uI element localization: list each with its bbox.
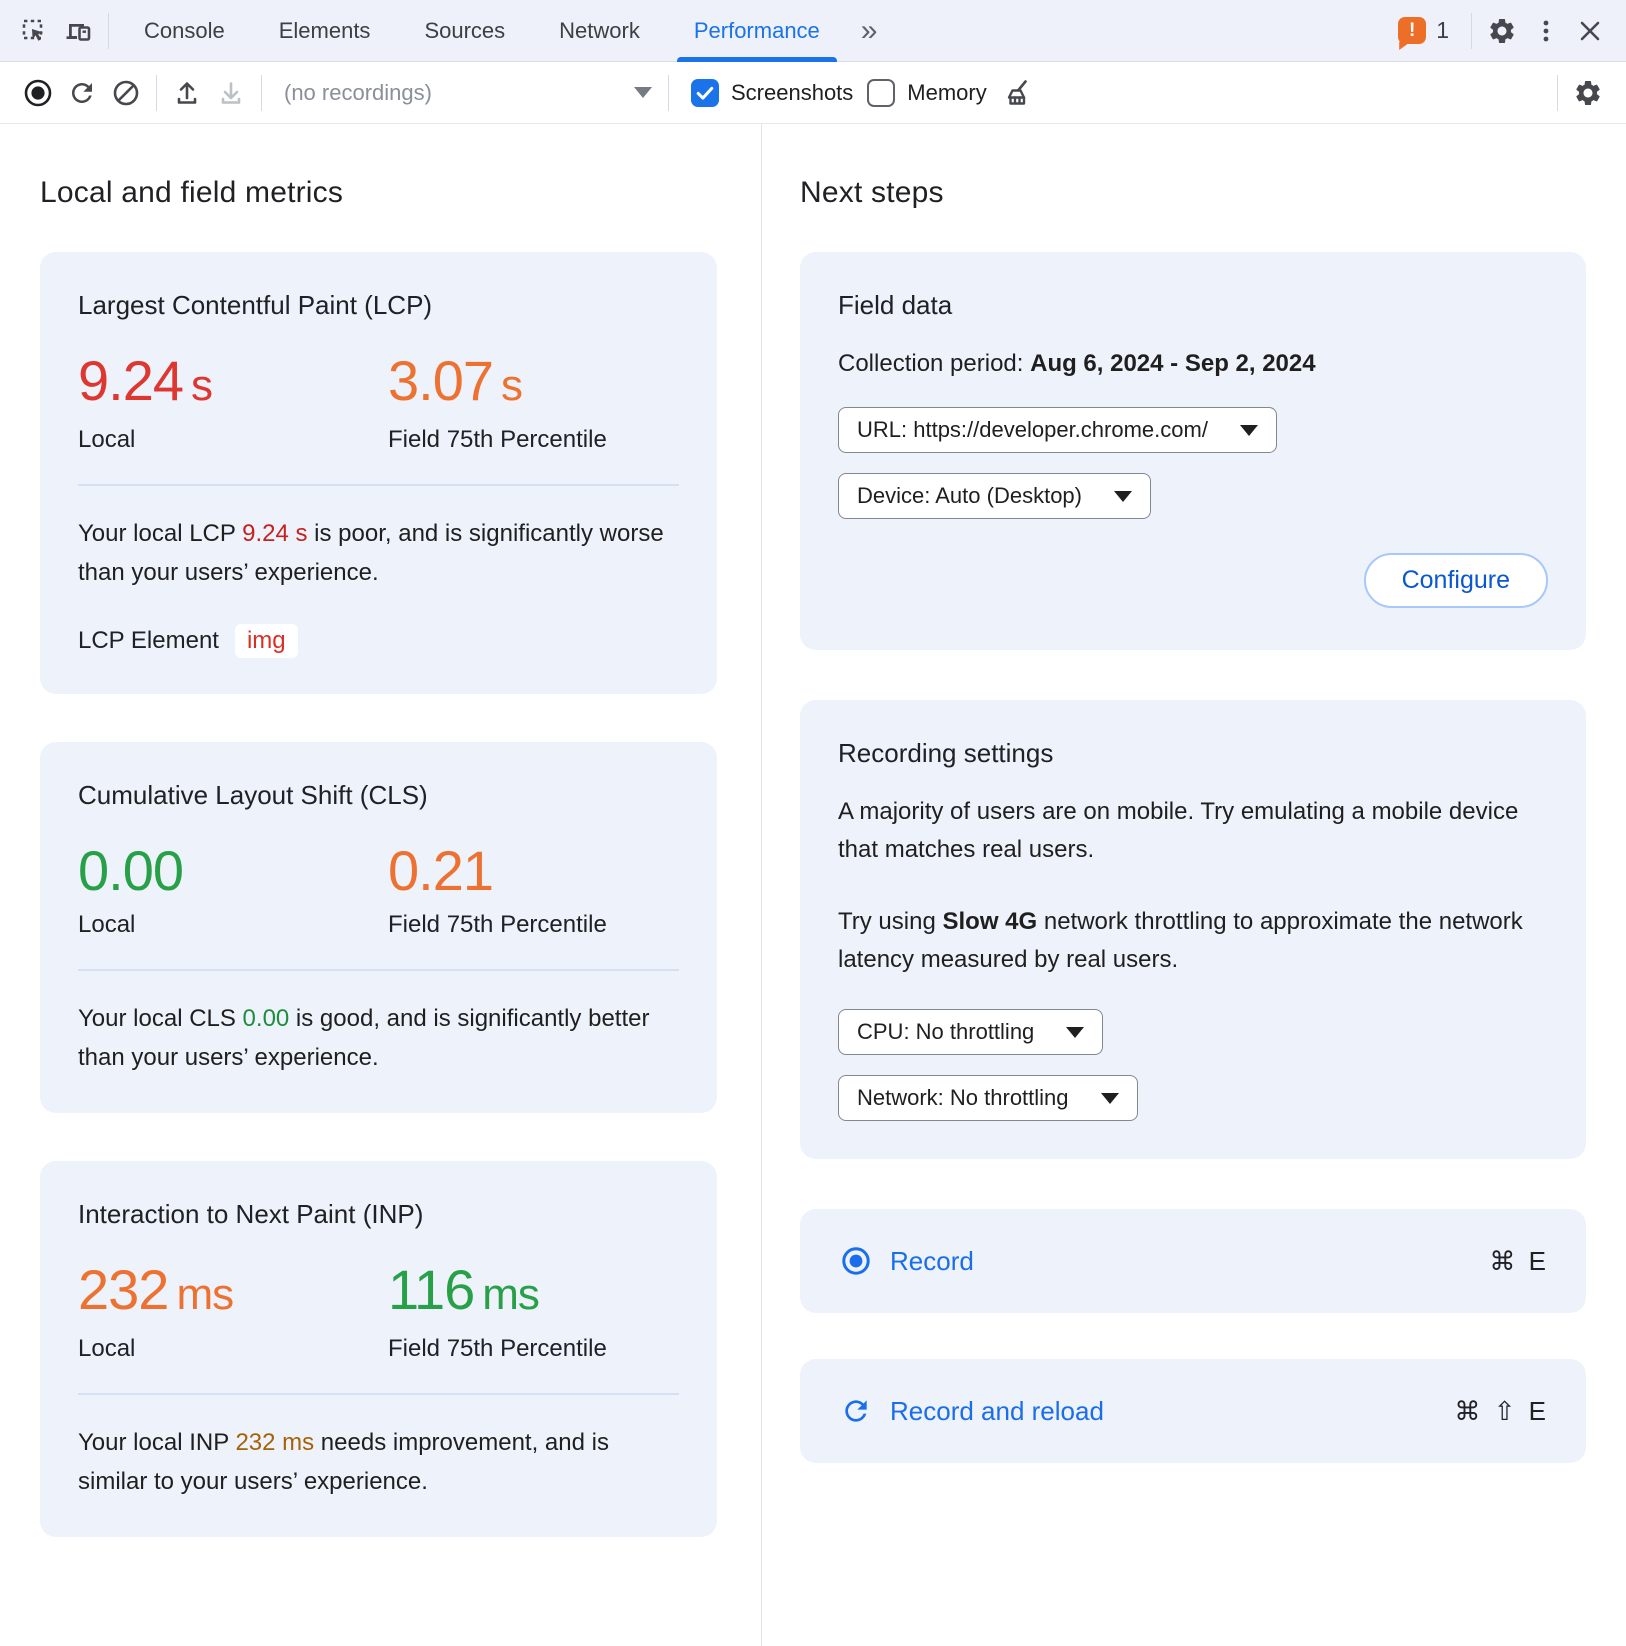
lcp-note-after: is poor, and is significantly worse than your users’ experience.	[78, 520, 664, 586]
record-action-label: Record	[890, 1245, 974, 1276]
lcp-field-unit: s	[501, 361, 522, 410]
devtools-tabbar	[0, 0, 1626, 62]
record-reload-shortcut: ⌘ ⇧ E	[1454, 1395, 1546, 1426]
collection-period-label: Collection period:	[838, 350, 1031, 377]
lcp-local-number: 9.24	[78, 349, 183, 412]
landing-content	[0, 124, 1626, 1646]
chevron-down-icon	[1066, 1027, 1084, 1038]
inp-field-label: Field 75th Percentile	[388, 1335, 607, 1362]
save-profile-button[interactable]	[209, 71, 253, 115]
cls-note-value: 0.00	[242, 1005, 290, 1032]
throttle-note-bold: Slow 4G	[942, 908, 1038, 935]
lcp-divider	[78, 484, 679, 486]
field-data-card	[800, 252, 1586, 650]
throttle-note-after: network throttling to approximate the network latency measured by real users.	[838, 908, 1523, 973]
local-field-metrics-column	[0, 124, 762, 1646]
local-field-metrics-heading: Local and field metrics	[40, 176, 344, 209]
issues-badge-glyph: !	[1409, 20, 1416, 41]
inp-note-before: Your local INP	[78, 1429, 236, 1456]
cls-field-value	[388, 841, 607, 901]
kebab-menu-icon	[1531, 16, 1561, 46]
collect-garbage-button[interactable]	[995, 71, 1039, 115]
cls-local-value	[78, 841, 388, 901]
cls-note-after: is good, and is significantly better than your users’ experience.	[78, 1005, 650, 1071]
more-options-button[interactable]	[1524, 9, 1568, 53]
cls-local-value-col	[78, 841, 388, 939]
throttle-note-before: Try using	[838, 908, 943, 935]
collection-period-value: Aug 6, 2024 - Sep 2, 2024	[1030, 350, 1316, 377]
download-icon	[215, 77, 247, 109]
chevron-down-icon	[1114, 491, 1132, 502]
reload-icon	[840, 1395, 872, 1427]
network-throttling-value: Network: No throttling	[857, 1085, 1069, 1110]
mobile-emulation-note: A majority of users are on mobile. Try emulating a mobile device that matches real users.	[838, 798, 1519, 863]
inp-local-unit: ms	[176, 1270, 234, 1319]
record-reload-action-card[interactable]	[800, 1359, 1586, 1463]
device-select-value: Device: Auto (Desktop)	[857, 483, 1082, 508]
inp-field-value-col	[388, 1260, 607, 1363]
tabbar-separator-right	[1471, 13, 1472, 49]
close-devtools-button[interactable]	[1568, 9, 1612, 53]
lcp-values	[78, 351, 679, 454]
cls-local-number: 0.00	[78, 839, 183, 902]
toolbar-separator-1	[156, 75, 157, 111]
tab-elements[interactable]: Elements	[278, 17, 371, 43]
clear-button[interactable]	[104, 71, 148, 115]
inp-values	[78, 1260, 679, 1363]
next-steps-heading: Next steps	[800, 176, 944, 209]
cpu-throttling-value: CPU: No throttling	[857, 1019, 1035, 1044]
lcp-field-number: 3.07	[388, 349, 493, 412]
record-and-reload-button[interactable]	[60, 71, 104, 115]
check-icon	[694, 82, 716, 104]
network-throttling-select[interactable]	[838, 1075, 1138, 1121]
capture-settings-button[interactable]	[1566, 71, 1610, 115]
toolbar-separator-2	[261, 75, 262, 111]
lcp-metric-card	[40, 252, 717, 694]
inp-note-after: needs improvement, and is similar to your users’ experience.	[78, 1429, 609, 1495]
tab-performance[interactable]: Performance	[667, 0, 847, 62]
record-shortcut: ⌘ E	[1489, 1245, 1546, 1276]
tab-sources[interactable]: Sources	[424, 17, 506, 43]
url-select-value: URL: https://developer.chrome.com/	[857, 417, 1208, 442]
record-button[interactable]	[16, 71, 60, 115]
next-steps-column	[762, 124, 1626, 1646]
inp-title: Interaction to Next Paint (INP)	[78, 1199, 424, 1229]
garbage-broom-icon	[1001, 77, 1033, 109]
settings-button[interactable]	[1480, 9, 1524, 53]
lcp-field-value	[388, 351, 607, 416]
collection-period	[838, 345, 1316, 383]
lcp-element-row	[78, 624, 679, 658]
record-icon	[840, 1245, 872, 1277]
cls-local-label: Local	[78, 911, 136, 938]
cls-metric-card	[40, 742, 717, 1113]
lcp-local-value	[78, 351, 388, 416]
url-select[interactable]	[838, 407, 1277, 453]
inp-local-value-col	[78, 1260, 388, 1363]
lcp-element-link[interactable]: img	[235, 624, 298, 658]
cls-note	[78, 999, 679, 1077]
recording-settings-title: Recording settings	[838, 738, 1054, 768]
toolbar-separator-4	[1557, 75, 1558, 111]
lcp-local-unit: s	[191, 361, 212, 410]
gear-icon	[1573, 78, 1603, 108]
lcp-local-label: Local	[78, 426, 136, 453]
inp-local-number: 232	[78, 1258, 169, 1321]
lcp-element-label: LCP Element	[78, 627, 219, 654]
issues-count: 1	[1436, 17, 1449, 43]
cls-field-number: 0.21	[388, 839, 493, 902]
screenshots-checkbox-row[interactable]	[691, 79, 853, 107]
memory-checkbox-row[interactable]	[867, 79, 986, 107]
upload-icon	[171, 77, 203, 109]
record-reload-action-label: Record and reload	[890, 1395, 1104, 1426]
performance-toolbar	[0, 62, 1626, 124]
close-icon	[1575, 16, 1605, 46]
screenshots-checkbox[interactable]	[691, 79, 719, 107]
chevron-down-icon	[634, 87, 652, 98]
memory-label: Memory	[907, 79, 987, 105]
chevron-down-icon	[1240, 425, 1258, 436]
configure-button[interactable]: Configure	[1364, 553, 1548, 608]
lcp-note-before: Your local LCP	[78, 520, 243, 547]
inp-field-value	[388, 1260, 607, 1325]
inspect-icon	[18, 15, 50, 47]
tabbar-separator	[108, 13, 109, 49]
inp-note	[78, 1423, 679, 1501]
memory-checkbox[interactable]	[867, 79, 895, 107]
lcp-note	[78, 514, 679, 592]
record-icon	[22, 77, 54, 109]
cls-field-value-col	[388, 841, 607, 939]
screenshots-label: Screenshots	[731, 79, 854, 105]
inp-local-value	[78, 1260, 388, 1325]
toolbar-separator-3	[668, 75, 669, 111]
tab-console[interactable]: Console	[144, 17, 225, 43]
tab-network[interactable]: Network	[559, 17, 640, 43]
inp-metric-card	[40, 1161, 717, 1537]
device-toolbar-icon	[62, 15, 94, 47]
lcp-field-label: Field 75th Percentile	[388, 426, 607, 453]
device-toolbar-button[interactable]	[56, 9, 100, 53]
record-action-card[interactable]	[800, 1209, 1586, 1313]
lcp-field-value-col	[388, 351, 607, 454]
cls-values	[78, 841, 679, 939]
field-data-title: Field data	[838, 290, 953, 320]
recordings-select[interactable]	[270, 74, 660, 112]
reload-icon	[67, 78, 97, 108]
inspect-element-button[interactable]	[12, 9, 56, 53]
block-icon	[111, 78, 141, 108]
lcp-note-value: 9.24 s	[242, 520, 308, 547]
recording-settings-card	[800, 700, 1586, 1159]
chevron-down-icon	[1101, 1093, 1119, 1104]
inp-divider	[78, 1393, 679, 1395]
device-select[interactable]	[838, 473, 1151, 519]
cls-divider	[78, 969, 679, 971]
inp-field-number: 116	[388, 1258, 475, 1321]
inp-local-label: Local	[78, 1335, 136, 1362]
network-throttling-note	[838, 903, 1548, 979]
recordings-select-value: (no recordings)	[284, 79, 432, 105]
inp-note-value: 232 ms	[235, 1429, 315, 1456]
cls-title: Cumulative Layout Shift (CLS)	[78, 780, 428, 810]
cls-field-label: Field 75th Percentile	[388, 911, 607, 938]
inp-field-unit: ms	[482, 1270, 539, 1319]
lcp-local-value-col	[78, 351, 388, 454]
issues-badge[interactable]	[1398, 17, 1426, 44]
gear-icon	[1487, 16, 1517, 46]
cls-note-before: Your local CLS	[78, 1005, 243, 1032]
load-profile-button[interactable]	[165, 71, 209, 115]
cpu-throttling-select[interactable]	[838, 1009, 1103, 1055]
more-tabs-icon[interactable]: »	[860, 13, 878, 47]
lcp-title: Largest Contentful Paint (LCP)	[78, 290, 433, 320]
